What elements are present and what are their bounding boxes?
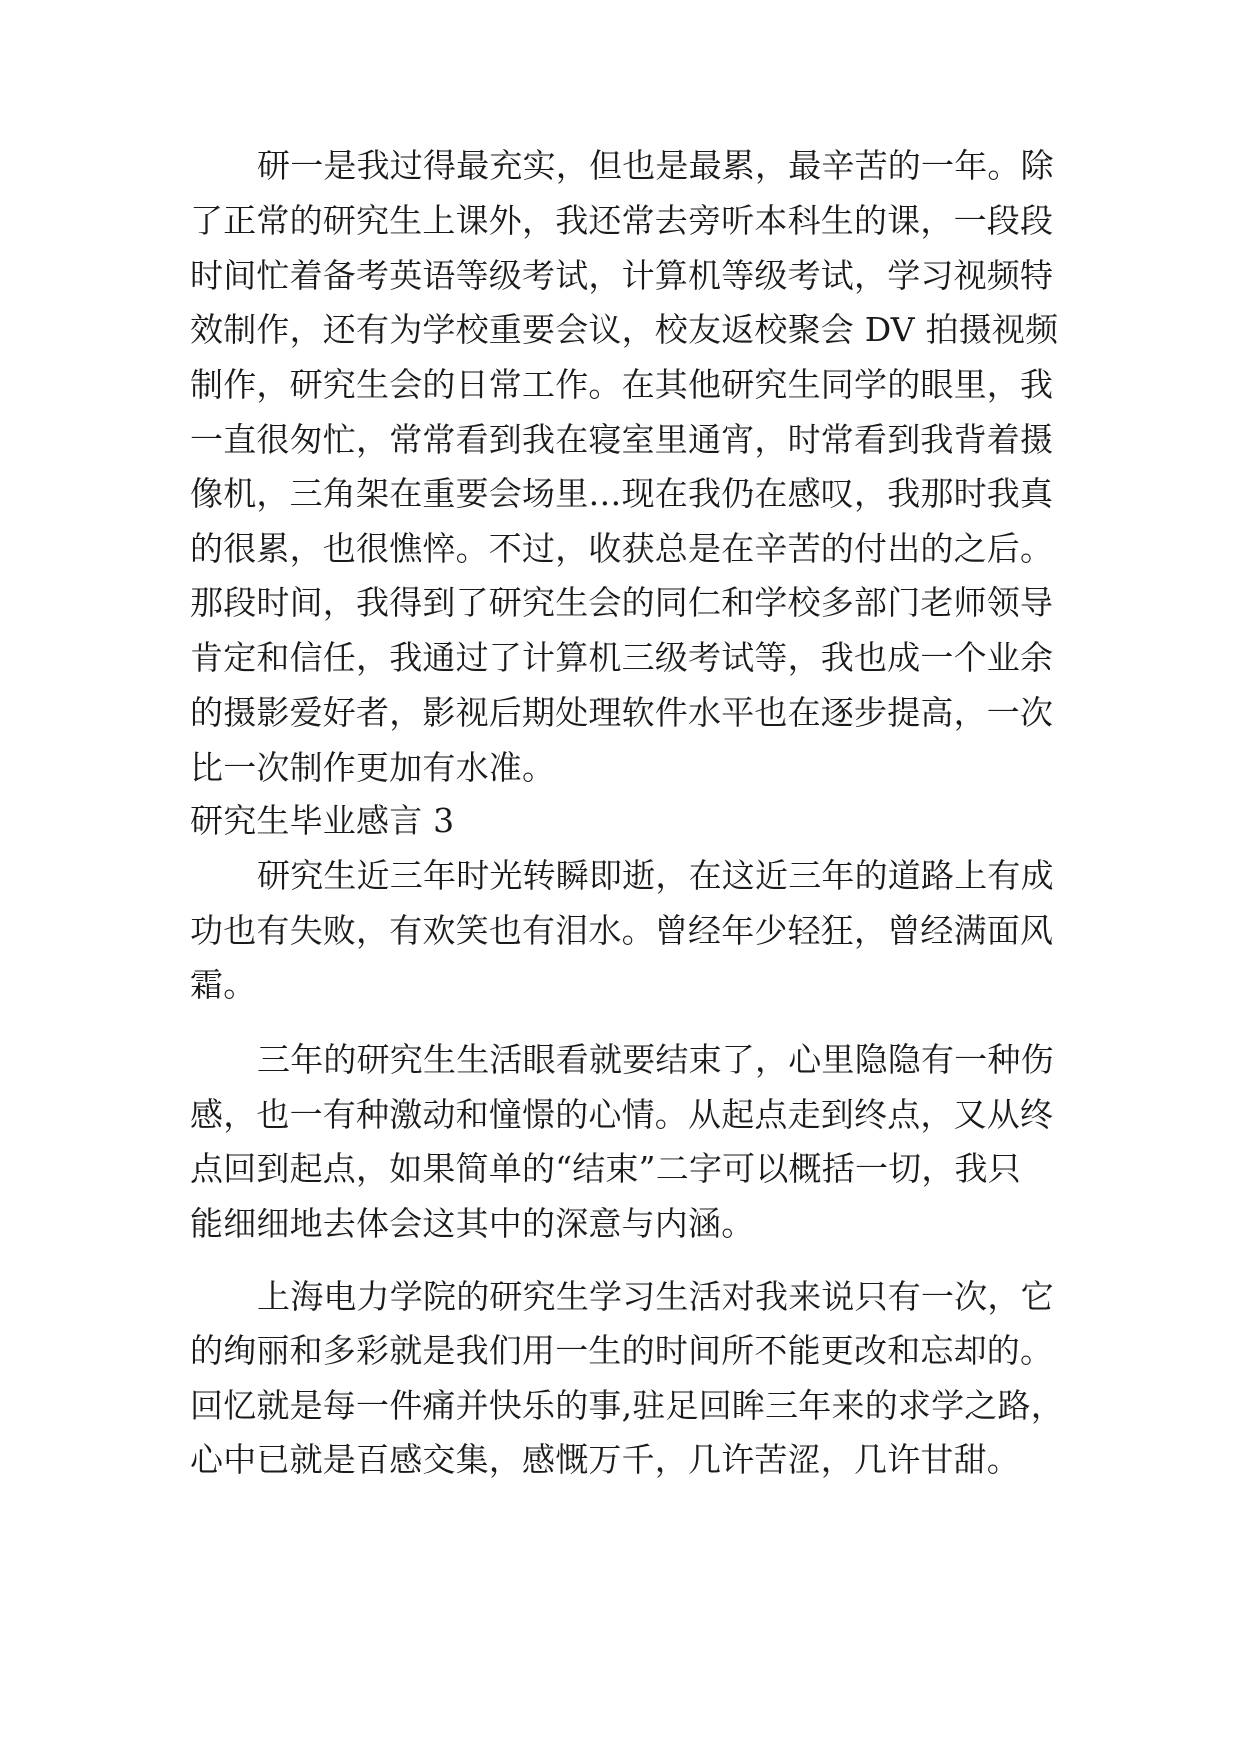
paragraph-1-line-8: 的很累，也很憔悴。不过，收获总是在辛苦的付出的之后。 xyxy=(190,529,1054,568)
paragraph-1-line-10: 肯定和信任，我通过了计算机三级考试等，我也成一个业余 xyxy=(190,638,1054,677)
paragraph-1-line-6: 一直很匆忙，常常看到我在寝室里通宵，时常看到我背着摄 xyxy=(190,420,1054,459)
paragraph-1-line-12: 比一次制作更加有水准。 xyxy=(190,748,556,787)
paragraph-2-line-2: 功也有失败，有欢笑也有泪水。曾经年少轻狂，曾经满面风 xyxy=(190,911,1054,950)
paragraph-1-line-1: 研一是我过得最充实，但也是最累，最辛苦的一年。除 xyxy=(257,146,1054,185)
paragraph-3-line-1: 三年的研究生生活眼看就要结束了，心里隐隐有一种伤 xyxy=(257,1040,1054,1079)
paragraph-1-line-4: 效制作，还有为学校重要会议，校友返校聚会 DV 拍摄视频 xyxy=(190,310,1059,349)
paragraph-4-line-2: 的绚丽和多彩就是我们用一生的时间所不能更改和忘却的。 xyxy=(190,1331,1054,1370)
paragraph-1-line-9: 那段时间，我得到了研究生会的同仁和学校多部门老师领导 xyxy=(190,583,1054,622)
paragraph-1-line-7: 像机，三角架在重要会场里…现在我仍在感叹，我那时我真 xyxy=(190,474,1054,513)
section-title: 研究生毕业感言 3 xyxy=(190,801,455,840)
paragraph-1-line-11: 的摄影爱好者，影视后期处理软件水平也在逐步提高，一次 xyxy=(190,693,1054,732)
paragraph-1-line-5: 制作，研究生会的日常工作。在其他研究生同学的眼里，我 xyxy=(190,365,1054,404)
paragraph-1-line-2: 了正常的研究生上课外，我还常去旁听本科生的课，一段段 xyxy=(190,201,1054,240)
paragraph-4-line-4: 心中已就是百感交集，感慨万千，几许苦涩，几许甘甜。 xyxy=(190,1440,1020,1479)
paragraph-3-line-3: 点回到起点，如果简单的“结束”二字可以概括一切，我只 xyxy=(190,1149,1021,1188)
paragraph-3-line-2: 感，也一有种激动和憧憬的心情。从起点走到终点，又从终 xyxy=(190,1095,1054,1134)
paragraph-2-line-1: 研究生近三年时光转瞬即逝，在这近三年的道路上有成 xyxy=(257,856,1054,895)
paragraph-1-line-3: 时间忙着备考英语等级考试，计算机等级考试，学习视频特 xyxy=(190,256,1054,295)
paragraph-4-line-3: 回忆就是每一件痛并快乐的事,驻足回眸三年来的求学之路， xyxy=(190,1386,1064,1425)
paragraph-3-line-4: 能细细地去体会这其中的深意与内涵。 xyxy=(190,1204,755,1243)
paragraph-4-line-1: 上海电力学院的研究生学习生活对我来说只有一次，它 xyxy=(257,1277,1054,1316)
paragraph-2-line-3: 霜。 xyxy=(190,965,257,1004)
